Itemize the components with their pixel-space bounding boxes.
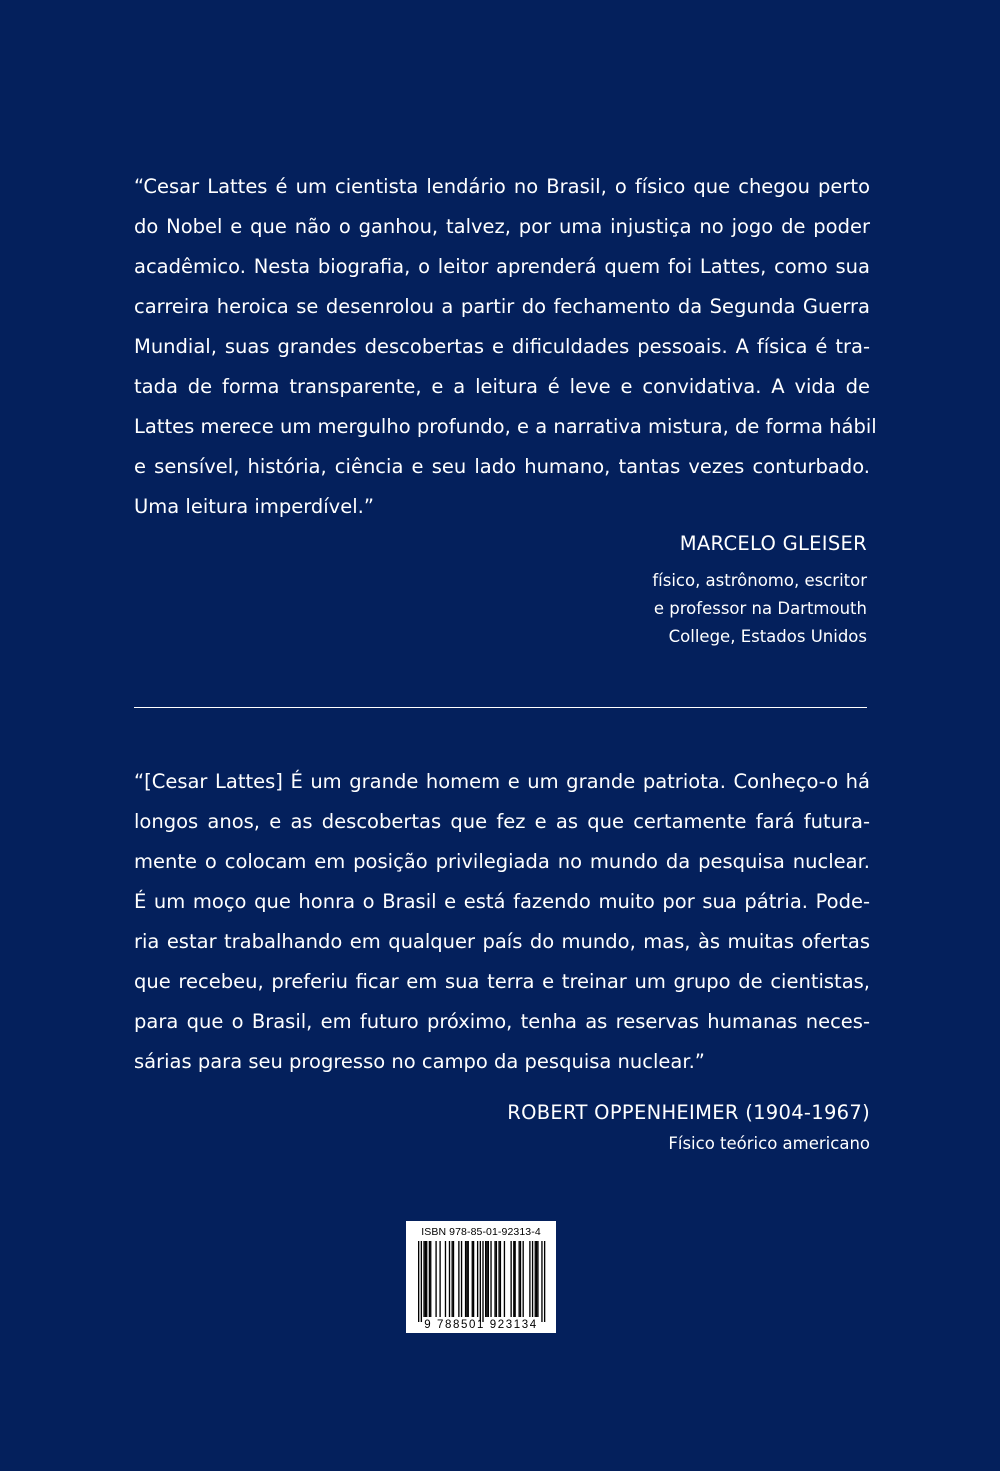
barcode-bar (498, 1241, 499, 1317)
quote-line-last: Uma leitura imperdível.” (134, 495, 374, 518)
quote-author-role-gleiser (652, 567, 867, 651)
barcode-bar (453, 1241, 454, 1317)
barcode-bar (535, 1241, 536, 1317)
barcode-bar (480, 1241, 481, 1322)
quote-line: ria estar trabalhando em qualquer país do mundo, mas, às muitas ofertas (134, 930, 870, 953)
barcode-bar (425, 1241, 426, 1317)
quote-line: “[Cesar Lattes] É um grande homem e um grande patriota. Conheço-o há (134, 770, 870, 793)
barcode-bar (523, 1241, 524, 1317)
quote-line: para que o Brasil, em futuro próximo, tenha as reservas humanas neces- (134, 1010, 870, 1033)
isbn-label: ISBN 978-85-01-92313-4 (421, 1226, 541, 1238)
quote-line: que recebeu, preferiu ficar em sua terra e treinar um grupo de cientistas, (134, 970, 870, 993)
barcode-bar (426, 1241, 427, 1317)
barcode-bar (500, 1241, 501, 1317)
barcode-bar (473, 1241, 474, 1317)
barcode-bar (490, 1241, 491, 1317)
barcode-bar (544, 1241, 545, 1322)
quote-line: acadêmico. Nesta biografia, o leitor aprenderá quem foi Lattes, como sua (134, 255, 870, 278)
barcode-bar (418, 1241, 419, 1322)
barcode-bar (429, 1241, 430, 1317)
quote-line: longos anos, e as descobertas que fez e as que certamente fará futura- (134, 810, 870, 833)
barcode-bar (504, 1241, 505, 1317)
role-line: College, Estados Unidos (668, 627, 867, 646)
isbn-barcode (406, 1221, 556, 1333)
barcode-bar (445, 1241, 446, 1317)
barcode-bar (514, 1241, 515, 1317)
barcode-bar (449, 1241, 450, 1317)
barcode-bar (536, 1241, 537, 1317)
role-line: e professor na Dartmouth (653, 599, 867, 618)
quote-line: e sensível, história, ciência e seu lado humano, tantas vezes conturbado. (134, 455, 870, 478)
barcode-bar (496, 1241, 497, 1317)
quote-line: Mundial, suas grandes descobertas e dificuldades pessoais. A física é tra- (134, 335, 870, 358)
quote-line: carreira heroica se desenrolou a partir do fechamento da Segunda Guerra (134, 295, 870, 318)
quote-line: “Cesar Lattes é um cientista lendário no Brasil, o físico que chegou perto (134, 175, 870, 198)
barcode-bar (458, 1241, 459, 1317)
barcode-bars (406, 1221, 556, 1333)
quote-author-role-oppenheimer (668, 1130, 870, 1158)
barcode-bar (468, 1241, 469, 1317)
barcode-bar (472, 1241, 473, 1317)
barcode-bar (439, 1241, 440, 1317)
quote-line: Lattes merece um mergulho profundo, e a narrativa mistura, de forma hábil (134, 415, 877, 438)
quote-author-oppenheimer: ROBERT OPPENHEIMER (1904-1967) (507, 1101, 870, 1124)
quote-gleiser (134, 167, 877, 527)
quote-line: tada de forma transparente, e a leitura é leve e convidativa. A vida de (134, 375, 870, 398)
quote-line: do Nobel e que não o ganhou, talvez, por uma injustiça no jogo de poder (134, 215, 870, 238)
barcode-bar (430, 1241, 431, 1317)
barcode-bar (520, 1241, 521, 1317)
barcode-bar (485, 1241, 486, 1317)
barcode-bar (510, 1241, 511, 1317)
barcode-bar (488, 1241, 489, 1317)
quote-oppenheimer (134, 762, 870, 1082)
barcode-bar (494, 1241, 495, 1317)
barcode-bar (452, 1241, 453, 1317)
role-line: Físico teórico americano (668, 1134, 870, 1153)
barcode-bar (486, 1241, 487, 1317)
barcode-bar (537, 1241, 538, 1317)
barcode-bar (466, 1241, 467, 1317)
barcode-bar (529, 1241, 530, 1317)
barcode-bar (541, 1241, 542, 1322)
barcode-bar (435, 1241, 436, 1317)
barcode-digits: 9 788501 923134 (424, 1319, 538, 1331)
quote-line: mente o colocam em posição privilegiada no mundo da pesquisa nuclear. (134, 850, 870, 873)
barcode-bar (532, 1241, 533, 1317)
quote-line: É um moço que honra o Brasil e está fazendo muito por sua pátria. Pode- (134, 890, 870, 913)
barcode-bar (465, 1241, 466, 1317)
role-line: físico, astrônomo, escritor (652, 571, 867, 590)
barcode-bar (461, 1241, 462, 1317)
quote-author-gleiser: MARCELO GLEISER (679, 532, 867, 555)
section-divider (134, 707, 867, 708)
barcode-bar (423, 1241, 424, 1317)
barcode-bar (513, 1241, 514, 1317)
barcode-bar (477, 1241, 478, 1317)
barcode-bar (519, 1241, 520, 1317)
barcode-bar (482, 1241, 483, 1322)
quote-line-last: sárias para seu progresso no campo da pesquisa nuclear.” (134, 1050, 705, 1073)
barcode-bar (421, 1241, 422, 1322)
